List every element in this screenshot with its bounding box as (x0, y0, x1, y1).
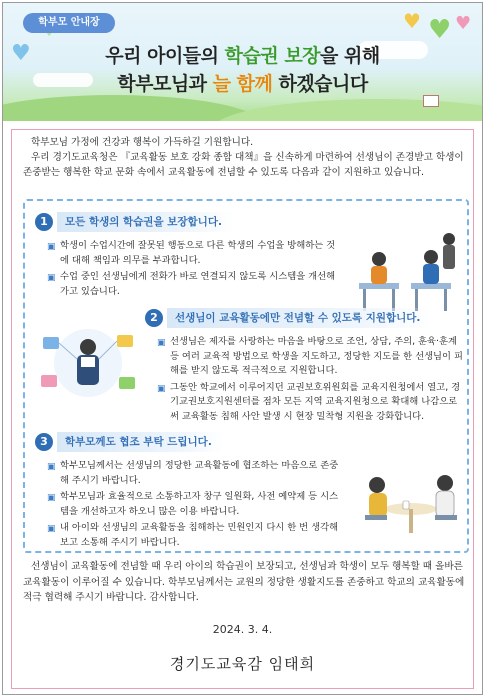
title-highlight: 학습권 보장 (224, 45, 321, 67)
bullet-icon: ▣ (47, 524, 56, 534)
bullet-icon: ▣ (47, 242, 56, 252)
section-number: 2 (145, 309, 163, 327)
closing-paragraph: 선생님이 교육활동에 전념할 때 우리 아이의 학습권이 보장되고, 선생님과 학생이 모두 행복할 때 올바른 교육활동이 이루어질 수 있습니다. 학부모님께서는 교원의 정당한 생활지도를 존중하고 학교의 교육활동에 적극 협력해 주시기 바랍니다. 감사합니다. (23, 561, 465, 603)
section-number: 1 (35, 213, 53, 231)
house-icon (423, 95, 439, 107)
bullet-icon: ▣ (47, 273, 56, 283)
list-item (47, 270, 337, 299)
notice-badge: 학부모 안내장 (23, 13, 115, 33)
notice-page (2, 2, 483, 695)
section-title: 학부모께도 협조 부탁 드립니다. (57, 432, 224, 452)
title-text: 학부모님과 (117, 73, 213, 95)
list-item (157, 335, 463, 379)
list-item-text: 수업 중인 선생님에게 전화가 바로 연결되지 않도록 시스템을 개선해 가고 있습니다. (60, 271, 336, 297)
heart-icon: ♥ (11, 41, 31, 66)
page-title-line2 (3, 69, 482, 96)
list-item-text: 학생이 수업시간에 잘못된 행동으로 다른 학생의 수업을 방해하는 것에 대해 책임과 의무를 부과합니다. (60, 240, 336, 266)
support-box (23, 199, 469, 553)
intro-text (23, 135, 469, 180)
section-list (47, 459, 347, 552)
intro-paragraph: 우리 경기도교육청은 『교육활동 보호 강화 종합 대책』을 신속하게 마련하여 선생님이 존경받고 학생이 존중받는 행복한 학교 문화 속에서 교육활동에 전념할 수 있도록 다음과 같이 지원하고 있습니다. (23, 152, 464, 178)
meeting-illustration (359, 459, 463, 539)
heart-icon: ♥ (455, 13, 472, 34)
list-item (47, 239, 337, 268)
bullet-icon: ▣ (157, 338, 166, 348)
header-banner (3, 3, 482, 121)
bullet-icon: ▣ (47, 493, 56, 503)
section-number: 3 (35, 433, 53, 451)
list-item (157, 381, 463, 425)
hill-decoration (213, 99, 482, 121)
intro-paragraph: 학부모님 가정에 건강과 행복이 가득하길 기원합니다. (31, 137, 254, 148)
classroom-illustration (355, 231, 461, 313)
signature: 경기도교육감 임태희 (169, 655, 316, 673)
heart-icon: ♥ (403, 9, 421, 33)
list-item (47, 490, 347, 519)
bullet-icon: ▣ (157, 383, 166, 394)
heart-icon: ♥ (428, 15, 452, 45)
section-list (157, 335, 463, 426)
section-title: 모든 학생의 학습권을 보장합니다. (57, 212, 234, 232)
list-item-text: 학부모님과 효율적으로 소통하고자 창구 일원화, 사전 예약제 등 시스템을 개선하고자 하오니 많은 이용 바랍니다. (60, 491, 339, 517)
list-item-text: 그동안 학교에서 이루어지던 교권보호위원회를 교육지원청에서 열고, 경기교권보호지원센터를 점차 모든 지역 교육지원청으로 확대해 나감으로써 교육활동 침해 사안 발생 시 현장 밀착형 지원을 강화합니다. (170, 381, 461, 422)
page-title-line1 (3, 41, 482, 68)
bullet-icon: ▣ (47, 462, 56, 472)
list-item-text: 선생님은 제자를 사랑하는 마음을 바탕으로 조언, 상담, 주의, 훈육·훈계 등 여러 교육적 방법으로 학생을 지도하고, 정당한 지도를 한 선생님이 피해를 받지 않도록 적극적으로 지원합니다. (170, 336, 463, 376)
section-list (47, 239, 337, 301)
title-text: 을 위해 (320, 45, 380, 67)
list-item-text: 학부모님께서는 선생님의 정당한 교육활동에 협조하는 마음으로 존중해 주시기 바랍니다. (60, 460, 339, 486)
title-highlight: 늘 함께 (212, 73, 273, 95)
date-text: 2024. 3. 4. (212, 623, 273, 636)
title-text: 하겠습니다 (272, 73, 368, 95)
title-text: 우리 아이들의 (105, 45, 225, 67)
teacher-illustration (33, 323, 143, 403)
list-item (47, 459, 347, 488)
list-item (47, 521, 347, 550)
list-item-text: 내 아이와 선생님의 교육활동을 침해하는 민원인지 다시 한 번 생각해 보고 소통해 주시기 바랍니다. (60, 522, 339, 548)
section-title: 선생님이 교육활동에만 전념할 수 있도록 지원합니다. (167, 308, 432, 328)
